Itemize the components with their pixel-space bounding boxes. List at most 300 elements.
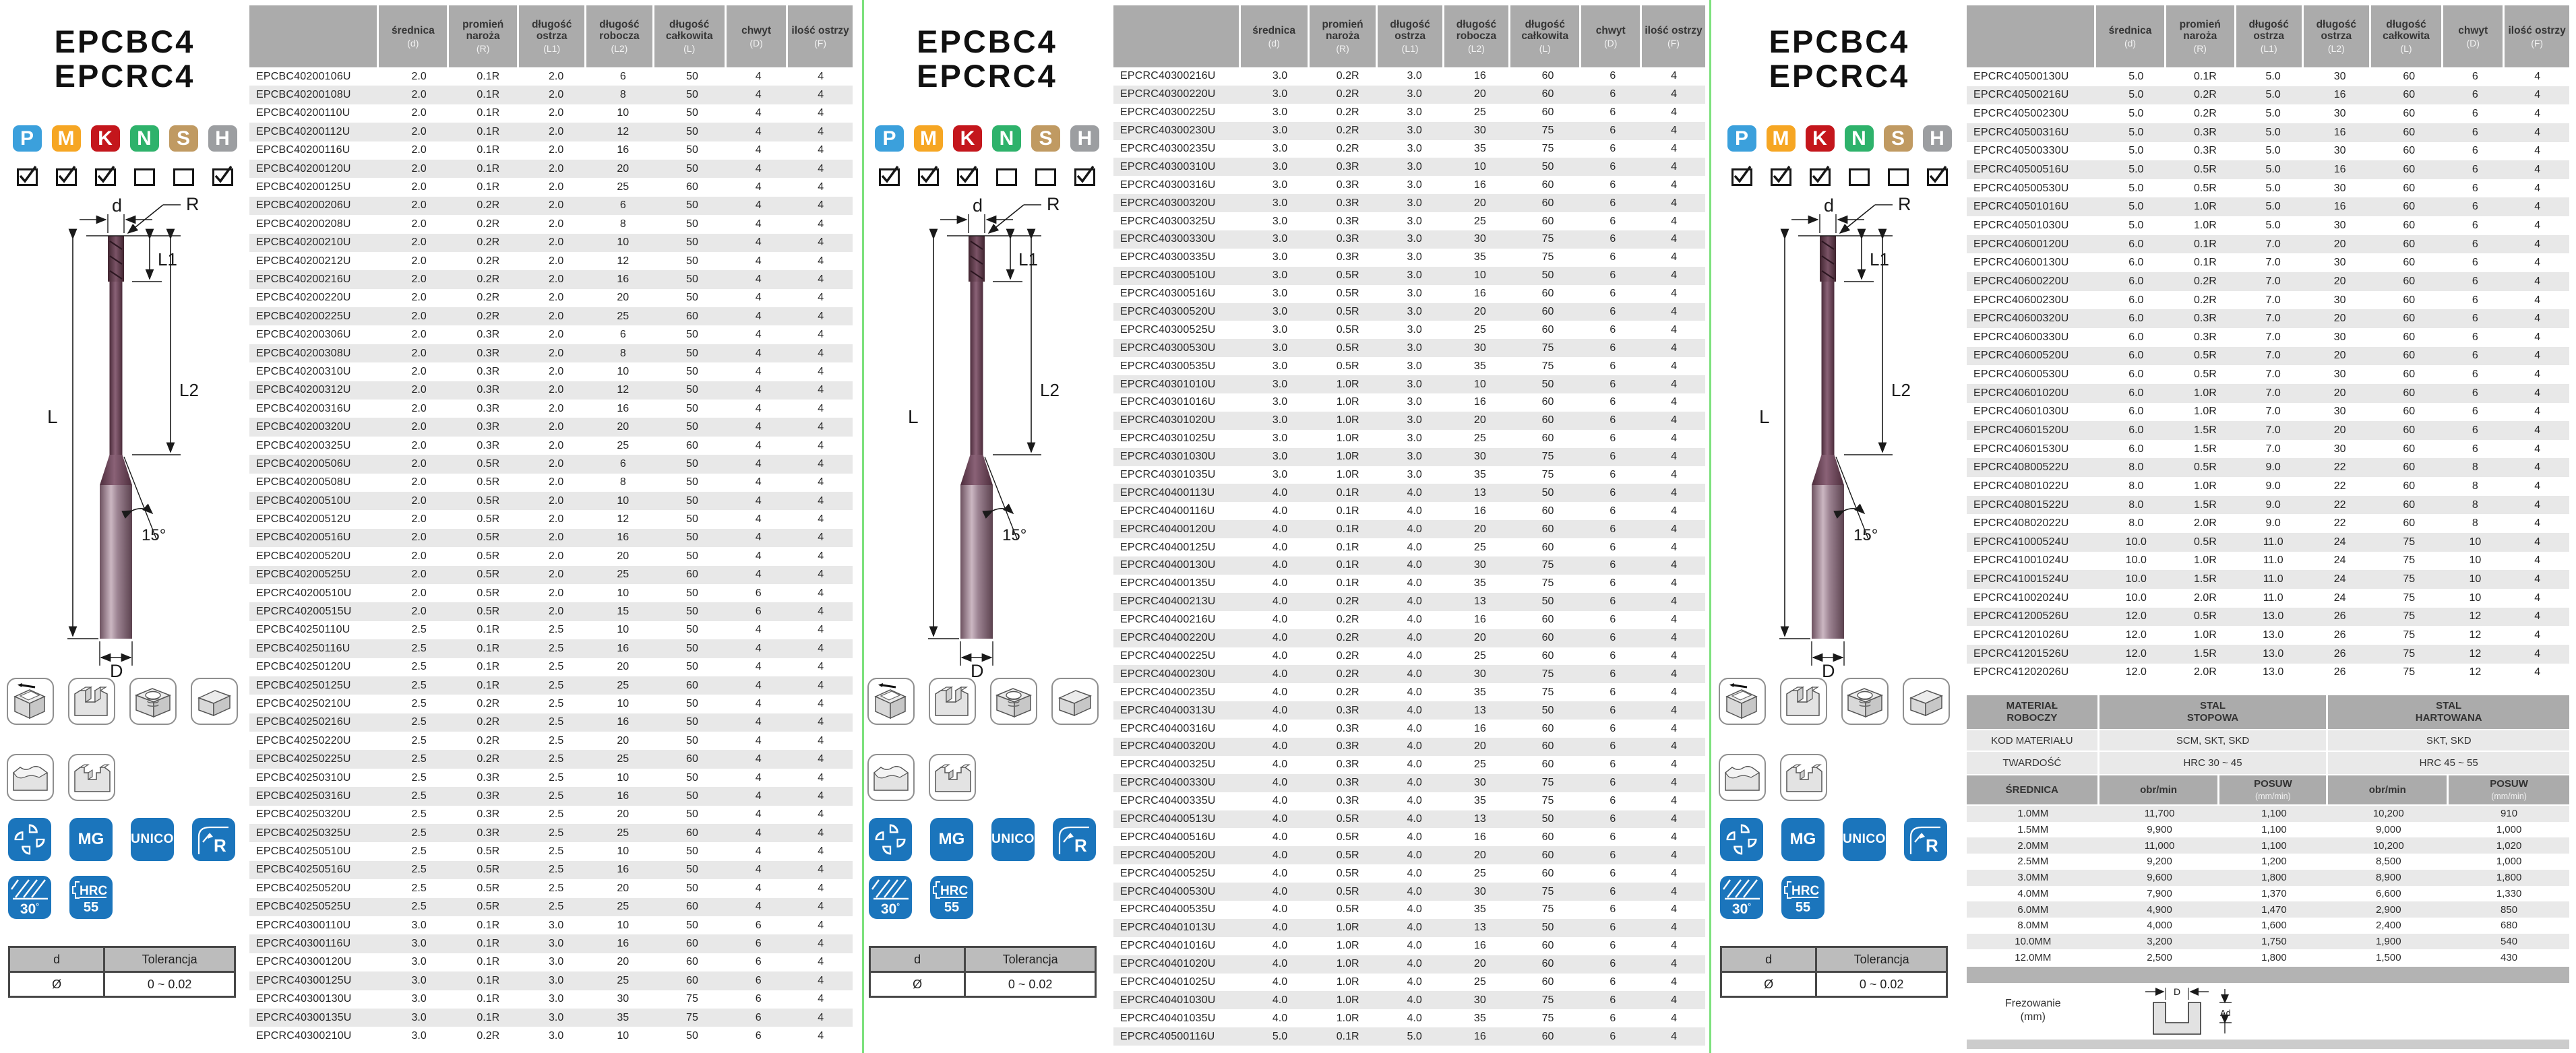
- table-row: [1113, 974, 1705, 992]
- spec-value: 2.0: [549, 421, 564, 433]
- spec-value: 75: [1541, 577, 1554, 589]
- checkbox-k: [91, 168, 120, 186]
- spec-value: 4: [1671, 1030, 1678, 1042]
- spec-value: 13: [1473, 486, 1486, 499]
- spec-value: 60: [2403, 238, 2416, 250]
- spec-value: 0.3R: [1336, 722, 1359, 734]
- spec-value: 60: [2403, 219, 2416, 231]
- spec-value: 4.0: [1407, 812, 1422, 825]
- spec-value: 4: [818, 125, 824, 137]
- part-number: EPCRC40301016U: [1120, 396, 1216, 408]
- spec-value: 4: [818, 107, 824, 119]
- spec-value: 4: [818, 882, 824, 894]
- table-row: [1113, 901, 1705, 919]
- table-row: [1967, 104, 2569, 123]
- table-row: [1113, 484, 1705, 502]
- spec-value: 7.0: [2265, 369, 2281, 381]
- spec-value: 12: [617, 384, 630, 396]
- spec-value: 30: [2333, 443, 2346, 455]
- check-icon: [880, 164, 900, 185]
- column-header: długość robocza (L2): [586, 5, 654, 67]
- spec-value: 4: [818, 734, 824, 746]
- cc-data-rows: [1967, 806, 2569, 965]
- spec-value: 6.0: [2128, 424, 2144, 436]
- spec-value: 60: [1541, 523, 1554, 535]
- tolerance-table: [8, 946, 236, 998]
- spec-value: 4: [1671, 722, 1678, 734]
- dim-label-R: R: [1047, 194, 1060, 214]
- table-row: [1113, 720, 1705, 738]
- part-number: EPCRC40300225U: [1120, 106, 1216, 119]
- checkbox-m: [1767, 168, 1796, 186]
- tool-neck: [971, 282, 983, 455]
- spec-value: 5.0: [2128, 70, 2144, 82]
- spec-value: 8: [619, 218, 626, 230]
- spec-value: 4: [755, 827, 762, 839]
- spec-value: 0.5R: [477, 845, 500, 858]
- spec-value: 4.0: [1407, 704, 1422, 716]
- dim-label-L2: L2: [179, 380, 199, 400]
- spec-value: 2.0: [549, 587, 564, 599]
- checkbox-k: [953, 168, 982, 186]
- spec-value: 12: [617, 125, 630, 137]
- cc-rpm-header: obr/min: [2328, 775, 2449, 804]
- part-number: EPCRC40200515U: [256, 606, 352, 618]
- part-number: EPCRC40400220U: [1120, 632, 1216, 644]
- spec-value: 8: [619, 89, 626, 101]
- dim-label-R: R: [1898, 194, 1911, 214]
- spec-value: 3.0: [1272, 160, 1288, 172]
- spec-value: 75: [1541, 994, 1554, 1006]
- spec-value: 50: [686, 457, 698, 470]
- spec-value: 0.5R: [2193, 536, 2217, 548]
- spec-value: 0.1R: [477, 642, 500, 654]
- part-number: EPCRC40300120U: [256, 956, 352, 968]
- spec-value: 2.5: [411, 864, 427, 876]
- spec-value: 30: [1473, 777, 1486, 789]
- spec-value: 30: [1473, 342, 1486, 354]
- spec-value: 4: [755, 624, 762, 636]
- dim-label-angle: 15°: [1002, 526, 1027, 544]
- part-number: EPCRC40601030U: [1973, 406, 2069, 418]
- check-icon: [1810, 164, 1831, 185]
- spec-value: 3.0: [549, 993, 564, 1005]
- cc-value: 910: [2501, 808, 2518, 820]
- spec-value: 25: [617, 679, 630, 691]
- spec-value: 0.5R: [1336, 360, 1359, 372]
- table-row: [249, 123, 853, 141]
- table-row: [1967, 589, 2569, 608]
- spec-value: 4: [1671, 251, 1678, 263]
- spec-value: 0.2R: [477, 218, 500, 230]
- spec-value: 3.0: [1407, 306, 1422, 318]
- spec-value: 2.0: [411, 569, 427, 581]
- spec-value: 25: [1473, 433, 1486, 445]
- table-row: [249, 934, 853, 953]
- spec-value: 11.0: [2263, 592, 2283, 604]
- spec-value: 4: [1671, 125, 1678, 137]
- spec-value: 3.0: [1407, 378, 1422, 390]
- spec-value: 50: [686, 402, 698, 414]
- cc-value: 8,900: [2376, 872, 2401, 884]
- spec-value: 4: [2534, 461, 2541, 474]
- check-icon: [57, 164, 77, 185]
- spec-value: 4: [755, 494, 762, 507]
- spec-value: 4.0: [1272, 722, 1288, 734]
- spec-value: 2.0: [549, 550, 564, 562]
- part-number: EPCRC40301030U: [1120, 451, 1216, 463]
- iso-badge-n: N: [1845, 125, 1874, 152]
- spec-value: 6: [1609, 197, 1616, 209]
- part-number: EPCBC40200106U: [256, 70, 351, 82]
- spec-value: 60: [1541, 849, 1554, 861]
- spec-value: 4: [2534, 108, 2541, 120]
- part-number: EPCRC40400230U: [1120, 668, 1216, 680]
- cc-diameter: 1.5MM: [2017, 824, 2049, 836]
- spec-value: 3.0: [1407, 342, 1422, 354]
- spec-value: 4: [818, 569, 824, 581]
- spec-value: 2.5: [411, 753, 427, 765]
- spec-table-body: [249, 67, 853, 1046]
- spec-value: 6: [1609, 233, 1616, 245]
- cc-data-row: [1967, 854, 2569, 870]
- part-number: EPCRC40400113U: [1120, 486, 1215, 499]
- spec-value: 2.5: [411, 790, 427, 802]
- face-milling-icon: [1719, 678, 1766, 725]
- spec-value: 12.0: [2125, 610, 2147, 623]
- spec-value: 75: [2403, 554, 2416, 567]
- spec-value: 60: [2403, 201, 2416, 213]
- table-row: [1113, 412, 1705, 430]
- check-icon: [958, 164, 978, 185]
- spec-value: 4: [2534, 369, 2541, 381]
- spec-value: 6: [755, 587, 762, 599]
- part-number: EPCRC40500530U: [1973, 182, 2069, 194]
- part-number: EPCRC40400135U: [1120, 577, 1216, 589]
- table-row: [1967, 384, 2569, 403]
- spec-value: 4: [2534, 89, 2541, 101]
- spec-value: 6.0: [2128, 275, 2144, 287]
- spec-value: 1.0R: [2193, 219, 2217, 231]
- spec-value: 2.0: [549, 236, 564, 249]
- iso-material-badges: [1712, 125, 1967, 152]
- tool-shank: [960, 485, 993, 639]
- spec-value: 25: [617, 439, 630, 451]
- spec-value: 6: [1609, 686, 1616, 698]
- spec-value: 4: [2534, 238, 2541, 250]
- checkbox-p: [1727, 168, 1756, 186]
- spec-value: 75: [2403, 592, 2416, 604]
- spec-value: 50: [686, 89, 698, 101]
- spec-value: 0.3R: [2193, 331, 2217, 343]
- table-row: [1967, 328, 2569, 347]
- spec-value: 25: [1473, 106, 1486, 119]
- table-row: [1113, 955, 1705, 974]
- spec-value: 4: [818, 144, 824, 156]
- column-header: długość całkowita (L): [2371, 5, 2443, 67]
- spec-value: 4.0: [1272, 922, 1288, 934]
- part-number: EPCBC40200306U: [256, 329, 351, 341]
- spec-value: 50: [686, 476, 698, 488]
- spec-value: 60: [1541, 614, 1554, 626]
- spec-value: 2.5: [549, 679, 564, 691]
- spec-value: 2.5: [411, 808, 427, 821]
- spec-value: 2.5: [549, 642, 564, 654]
- spec-value: 2.0: [411, 236, 427, 249]
- spec-value: 4: [2534, 313, 2541, 325]
- spec-value: 6: [2472, 164, 2478, 176]
- spec-value: 6: [1609, 831, 1616, 843]
- cc-diameter: 10.0MM: [2015, 935, 2052, 947]
- spec-value: 4: [1671, 668, 1678, 680]
- spec-value: 1.5R: [2193, 573, 2217, 585]
- spec-value: 25: [617, 181, 630, 193]
- spec-value: 8.0: [2128, 499, 2144, 511]
- cc-data-row: [1967, 822, 2569, 838]
- spec-value: 0.2R: [477, 753, 500, 765]
- spec-value: 8: [2472, 461, 2478, 474]
- spec-value: 2.5: [549, 845, 564, 858]
- table-row: [1113, 86, 1705, 104]
- spec-value: 3.0: [1407, 323, 1422, 336]
- spec-value: 75: [1541, 125, 1554, 137]
- spec-value: 4.0: [1407, 740, 1422, 753]
- operation-icons-row2: [867, 754, 976, 801]
- spec-value: 3.0: [1407, 288, 1422, 300]
- spec-value: 8.0: [2128, 480, 2144, 492]
- table-row: [1113, 448, 1705, 466]
- spec-value: 6: [1609, 1030, 1616, 1042]
- spec-value: 0.3R: [477, 439, 500, 451]
- spec-value: 20: [1473, 523, 1486, 535]
- spec-value: 6: [1609, 668, 1616, 680]
- spec-value: 4: [818, 624, 824, 636]
- spec-value: 50: [686, 661, 698, 673]
- part-number: EPCRC40400216U: [1120, 614, 1216, 626]
- spec-value: 20: [1473, 197, 1486, 209]
- spec-value: 6: [2472, 145, 2478, 157]
- spec-value: 4: [1671, 632, 1678, 644]
- table-row: [1113, 629, 1705, 647]
- face-milling-icon: [7, 678, 54, 725]
- spec-value: 9.0: [2265, 499, 2281, 511]
- checkbox-h: [208, 168, 237, 186]
- cc-value: 10,200: [2372, 839, 2404, 852]
- part-number: EPCBC40200225U: [256, 310, 351, 322]
- spec-value: 4.0: [1272, 523, 1288, 535]
- part-number: EPCRC40301020U: [1120, 414, 1216, 426]
- spec-value: 6: [2472, 275, 2478, 287]
- part-number: EPCRC41200526U: [1973, 610, 2069, 623]
- spec-value: 6: [2472, 387, 2478, 399]
- iso-material-badges: [0, 125, 249, 152]
- spec-value: 2.0R: [2193, 517, 2217, 530]
- helical-milling-icon: [1841, 678, 1889, 725]
- table-row: [1967, 216, 2569, 235]
- spec-value: 0.1R: [1336, 559, 1359, 571]
- part-number: EPCRC40801022U: [1973, 480, 2069, 492]
- step-milling-icon: [929, 754, 976, 801]
- spec-value: 30: [2333, 145, 2346, 157]
- spec-value: 60: [2403, 499, 2416, 511]
- spec-value: 4.0: [1407, 523, 1422, 535]
- table-row: [1967, 645, 2569, 664]
- spec-value: 16: [1473, 288, 1486, 300]
- spec-value: 2.0: [549, 181, 564, 193]
- spec-value: 4.0: [1407, 922, 1422, 934]
- part-number: EPCRC40500316U: [1973, 126, 2069, 138]
- spec-value: 4: [755, 771, 762, 784]
- spec-value: 60: [2403, 89, 2416, 101]
- spec-value: 4.0: [1407, 777, 1422, 789]
- spec-value: 0.5R: [477, 901, 500, 913]
- part-number: EPCRC40300525U: [1120, 323, 1216, 336]
- spec-table-3: [1967, 5, 2569, 682]
- spec-value: 4: [1671, 160, 1678, 172]
- spec-value: 6: [755, 993, 762, 1005]
- table-row: [249, 437, 853, 455]
- spec-value: 3.0: [1407, 215, 1422, 227]
- spec-value: 50: [1541, 922, 1554, 934]
- spec-value: 2.0: [549, 70, 564, 82]
- spec-value: 75: [2403, 536, 2416, 548]
- part-number: EPCRC40300320U: [1120, 197, 1216, 209]
- spec-value: 0.1R: [477, 181, 500, 193]
- spec-value: 60: [686, 938, 698, 950]
- spec-value: 4: [1671, 1012, 1678, 1024]
- spec-value: 50: [686, 1030, 698, 1042]
- spec-value: 4: [818, 255, 824, 267]
- part-number: EPCRC40300530U: [1120, 342, 1216, 354]
- spec-value: 1.5R: [2193, 499, 2217, 511]
- spec-value: 4: [755, 199, 762, 212]
- spec-value: 30: [1473, 885, 1486, 897]
- spec-value: 3.0: [1272, 396, 1288, 408]
- spec-value: 6: [755, 1011, 762, 1023]
- spec-value: 4.0: [1407, 958, 1422, 970]
- part-number: EPCRC40800522U: [1973, 461, 2069, 474]
- spec-value: 35: [1473, 143, 1486, 154]
- spec-value: 3.0: [1407, 433, 1422, 445]
- spec-value: 4: [818, 845, 824, 858]
- spec-value: 6: [1609, 125, 1616, 137]
- spec-value: 26: [2333, 629, 2346, 641]
- spec-value: 50: [686, 642, 698, 654]
- spec-value: 4: [2534, 647, 2541, 660]
- spec-value: 2.0: [411, 384, 427, 396]
- table-row: [1113, 665, 1705, 683]
- spec-value: 4.0: [1272, 1012, 1288, 1024]
- table-row: [1113, 375, 1705, 393]
- table-row: [249, 141, 853, 160]
- spec-value: 5.0: [2265, 164, 2281, 176]
- cc-feed-header: POSUW (mm/min): [2449, 775, 2569, 804]
- spec-value: 0.5R: [1336, 812, 1359, 825]
- checkbox-s: [1884, 168, 1913, 186]
- table-row: [249, 67, 853, 86]
- spec-value: 4: [1671, 342, 1678, 354]
- checkbox-p: [13, 168, 42, 186]
- checkbox-s: [1031, 168, 1060, 186]
- spec-value: 60: [1541, 433, 1554, 445]
- column-header: długość ostrza (L1): [2236, 5, 2304, 67]
- spec-value: 20: [617, 550, 630, 562]
- spec-value: 50: [686, 218, 698, 230]
- spec-value: 60: [1541, 976, 1554, 988]
- spec-value: 10: [617, 494, 630, 507]
- spec-value: 12: [2469, 666, 2482, 678]
- spec-value: 0.5R: [2193, 182, 2217, 194]
- part-number: EPCRC40400225U: [1120, 649, 1216, 662]
- table-row: [1113, 538, 1705, 556]
- spec-value: 5.0: [2265, 126, 2281, 138]
- spec-value: 12: [2469, 629, 2482, 641]
- spec-value: 3.0: [1272, 269, 1288, 282]
- spec-value: 4: [755, 753, 762, 765]
- spec-value: 4: [755, 661, 762, 673]
- cc-value: 1,330: [2496, 887, 2522, 899]
- cc-value: 1,200: [2261, 856, 2287, 868]
- spec-value: 1.0R: [1336, 994, 1359, 1006]
- spec-value: 4: [755, 89, 762, 101]
- spec-value: 3.0: [411, 1011, 427, 1023]
- spec-value: 3.0: [1407, 88, 1422, 100]
- spec-value: 10.0: [2125, 536, 2147, 548]
- spec-value: 50: [686, 587, 698, 599]
- spec-value: 4: [2534, 554, 2541, 567]
- checkbox-n: [130, 168, 159, 186]
- table-row: [1113, 303, 1705, 321]
- spec-value: 4: [755, 882, 762, 894]
- spec-value: 7.0: [2265, 313, 2281, 325]
- spec-value: 0.2R: [1336, 668, 1359, 680]
- part-number: EPCBC40250316U: [256, 790, 351, 802]
- part-number: EPCRC40400530U: [1120, 885, 1216, 897]
- iso-badge-m: M: [1767, 125, 1796, 152]
- column-header: długość całkowita (L): [1510, 5, 1581, 67]
- spec-value: 4: [755, 808, 762, 821]
- part-number: EPCRC41202026U: [1973, 666, 2069, 678]
- part-number: EPCBC40200525U: [256, 569, 351, 581]
- spec-value: 24: [2333, 573, 2346, 585]
- spec-value: 0.1R: [477, 162, 500, 174]
- part-number: EPCRC40300335U: [1120, 251, 1216, 263]
- part-number: EPCBC40200308U: [256, 347, 351, 359]
- spec-value: 0.3R: [477, 790, 500, 802]
- spec-value: 6: [2472, 313, 2478, 325]
- table-row: [1967, 67, 2569, 86]
- spec-value: 0.3R: [477, 347, 500, 359]
- spec-value: 1.0R: [2193, 480, 2217, 492]
- spec-value: 10.0: [2125, 554, 2147, 567]
- cc-value: 680: [2501, 920, 2518, 932]
- spec-value: 4.0: [1272, 885, 1288, 897]
- spec-value: 0.3R: [477, 329, 500, 341]
- spec-value: 2.0: [549, 532, 564, 544]
- spec-value: 6: [2472, 70, 2478, 82]
- cc-hardness-group1: HRC 30 ~ 45: [2099, 752, 2329, 774]
- table-row: [1967, 552, 2569, 571]
- spec-value: 75: [1541, 686, 1554, 698]
- dim-label-L: L: [908, 406, 919, 427]
- spec-value: 0.5R: [1336, 288, 1359, 300]
- cc-diameter: 4.0MM: [2017, 887, 2049, 899]
- spec-value: 12: [617, 513, 630, 525]
- table-row: [249, 381, 853, 400]
- spec-value: 6: [1609, 614, 1616, 626]
- spec-value: 7.0: [2265, 424, 2281, 436]
- spec-value: 1.0R: [1336, 1012, 1359, 1024]
